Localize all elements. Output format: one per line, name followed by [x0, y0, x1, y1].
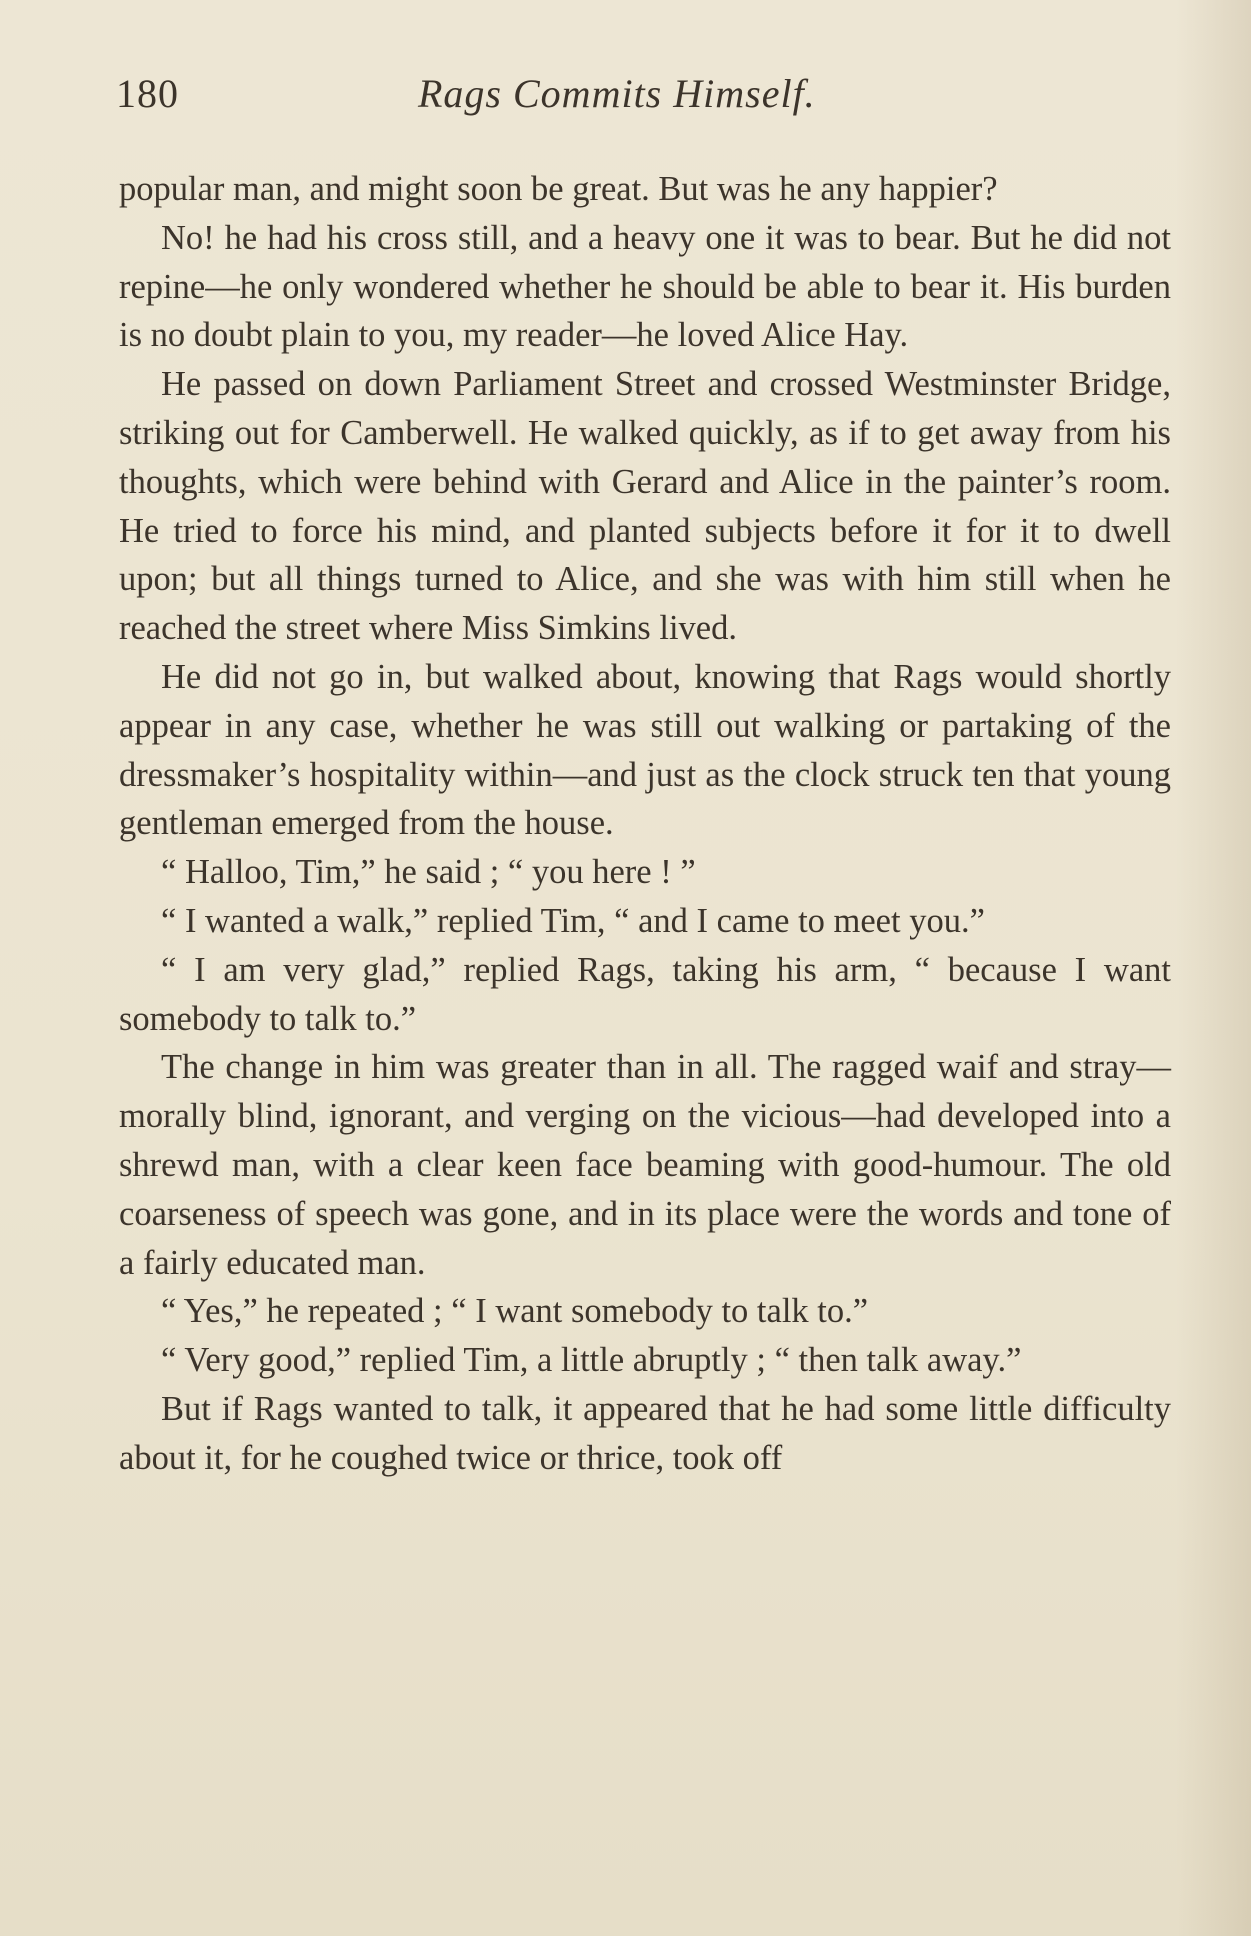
- paragraph: popular man, and might soon be great. But was he any happier?: [119, 170, 998, 208]
- paragraph: He did not go in, but walked about, knowing that Rags would shortly appear in any case, whether he was still out walking or partaking of the dressmaker’s hospitality within—and just as the clock struck ten that young gentleman emerged from the house.: [119, 657, 1171, 843]
- dialogue-line: “ Yes,” he repeated ; “ I want somebody to talk to.”: [161, 1292, 869, 1331]
- running-title: Rags Commits Himself.: [418, 71, 816, 116]
- dialogue-line: “ I am very glad,” replied Rags, taking his arm, “ because I want somebody to talk to.”: [119, 950, 1171, 1038]
- body-text: [119, 165, 1171, 1483]
- paragraph: But if Rags wanted to talk, it appeared that he had some little difficulty about it, for he coughed twice or thrice, took off: [119, 1389, 1171, 1477]
- dialogue-line: “ I wanted a walk,” replied Tim, “ and I came to meet you.”: [161, 901, 985, 940]
- dialogue-line: “ Halloo, Tim,” he said ; “ you here ! ”: [161, 853, 696, 892]
- paragraph: The change in him was greater than in all. The ragged waif and stray—morally blind, ignorant, and verging on the vicious—had developed into a shrewd man, with a clear keen face beaming with good-humour. The old coarseness of speech was gone, and in its place were the words and tone of a fairly educated man.: [119, 1048, 1171, 1282]
- paragraph: He passed on down Parliament Street and crossed Westminster Bridge, striking out for Camberwell. He walked quickly, as if to get away from his thoughts, which were behind with Gerard and Alice in the painter’s room. He tried to force his mind, and planted subjects before it for it to dwell upon; but all things turned to Alice, and she was with him still when he reached the street where Miss Simkins lived.: [119, 365, 1171, 648]
- running-head: [116, 70, 1176, 130]
- dialogue-line: “ Very good,” replied Tim, a little abruptly ; “ then talk away.”: [161, 1341, 1022, 1380]
- paragraph: No! he had his cross still, and a heavy one it was to bear. But he did not repine—he only wondered whether he should be able to bear it. His burden is no doubt plain to you, my reader—he loved Alice Hay.: [119, 218, 1171, 355]
- page-number: 180: [116, 71, 179, 116]
